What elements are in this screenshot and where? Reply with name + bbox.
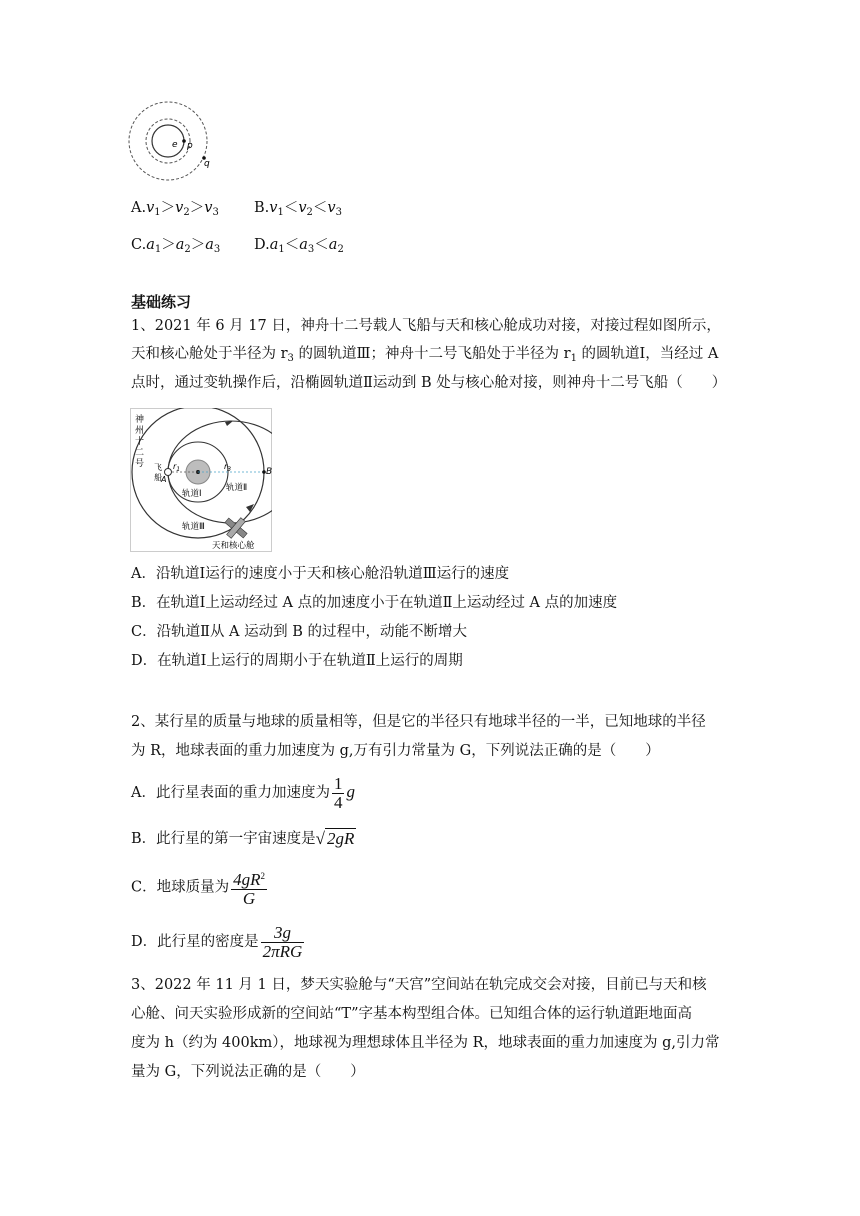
label-q: q [204,159,210,169]
q2-option-b: B．此行星的第一宇宙速度是√ 2gR [131,826,356,852]
label-orbit-1: 轨道Ⅰ [182,489,202,499]
top-option-d: $D.a_1<a_3<a_2$ [254,237,344,255]
top-option-a: $A.v_1>v_2>v_3$ [131,200,219,218]
label-r3: $r_3$ [224,462,232,473]
q3-line1: 3、2022 年 11 月 1 日，梦天实验舱与“天宫”空间站在轨完成交会对接，目前已与天和核 [131,977,707,993]
q3-line2: 心舱、问天实验形成新的空间站“T”字基本构型组合体。已知组合体的运行轨道距地面高 [131,1006,692,1022]
q2-option-c: C．地球质量为 $\frac{4gR^2}{G}$ [131,867,269,908]
label-shenzhou-3: 十 [135,437,145,447]
label-shenzhou-2: 州 [135,426,145,436]
q1-option-c: C．沿轨道Ⅱ从 A 运动到 B 的过程中，动能不断增大 [131,624,468,640]
top-option-b: $B.v_1<v_2<v_3$ [254,200,342,218]
q2-option-d: D．此行星的密度是 $\frac{3g}{\text{2πRG}}$ [131,922,303,961]
q1-line3: 点时，通过变轨操作后，沿椭圆轨道Ⅱ运动到 B 处与核心舱对接，则神舟十二号飞船（ ） [131,375,727,391]
fraction-earth-mass: $\frac{4gR^2}{G}$ [231,867,267,908]
q2-line1: 2、某行星的质量与地球的质量相等，但是它的半径只有地球半径的一半，已知地球的半径 [131,714,706,730]
q1-line1: 1、2021 年 6 月 17 日，神舟十二号载人飞船与天和核心舱成功对接，对接过程如图所示， [131,318,721,334]
orbit-figure-small [128,100,212,184]
q3-line3: 度为 h（约为 400km），地球视为理想球体且半径为 R，地球表面的重力加速度为 g,引力常 [131,1035,720,1051]
label-ship-2: 船 [154,473,162,482]
label-module: 天和核心舱 [212,541,255,551]
label-point-a: A [161,475,167,484]
q3-line4: 量为 G，下列说法正确的是（ ） [131,1064,365,1080]
label-orbit-3: 轨道Ⅲ [182,522,205,532]
label-shenzhou-4: 二 [135,448,145,458]
docking-orbit-figure [130,408,272,552]
label-p: p [187,141,193,151]
q1-line2: 天和核心舱处于半径为 $r_3$ 的圆轨道Ⅲ；神舟十二号飞船处于半径为 $r_1$ 的圆轨道Ⅰ，当经过 A [131,346,719,364]
sqrt-expression: √ 2gR [315,829,355,848]
label-shenzhou-5: 号 [135,459,145,469]
label-shenzhou-1: 神 [135,415,145,425]
section-title: 基础练习 [131,293,192,311]
label-ship-1: 飞 [154,463,162,472]
fraction-1-4: $\frac{1}{4}$ [333,773,343,812]
label-r1: $r_1$ [173,462,181,473]
q1-option-d: D．在轨道Ⅰ上运行的周期小于在轨道Ⅱ上运行的周期 [131,653,463,669]
q2-line2: 为 R，地球表面的重力加速度为 g,万有引力常量为 G，下列说法正确的是（ ） [131,743,660,759]
q1-option-a: A．沿轨道Ⅰ运行的速度小于天和核心舱沿轨道Ⅲ运行的速度 [131,566,510,582]
fraction-density: $\frac{3g}{\text{2πRG}}$ [262,922,303,961]
label-e: e [172,140,178,150]
top-option-c: $C.a_1>a_2>a_3$ [131,237,221,255]
q1-option-b: B．在轨道Ⅰ上运动经过 A 点的加速度小于在轨道Ⅱ上运动经过 A 点的加速度 [131,595,618,611]
label-point-b: B [266,467,272,477]
q2-option-a: A．此行星表面的重力加速度为 $\frac{1}{4}$ g [131,773,355,812]
label-orbit-2: 轨道Ⅱ [226,483,248,493]
